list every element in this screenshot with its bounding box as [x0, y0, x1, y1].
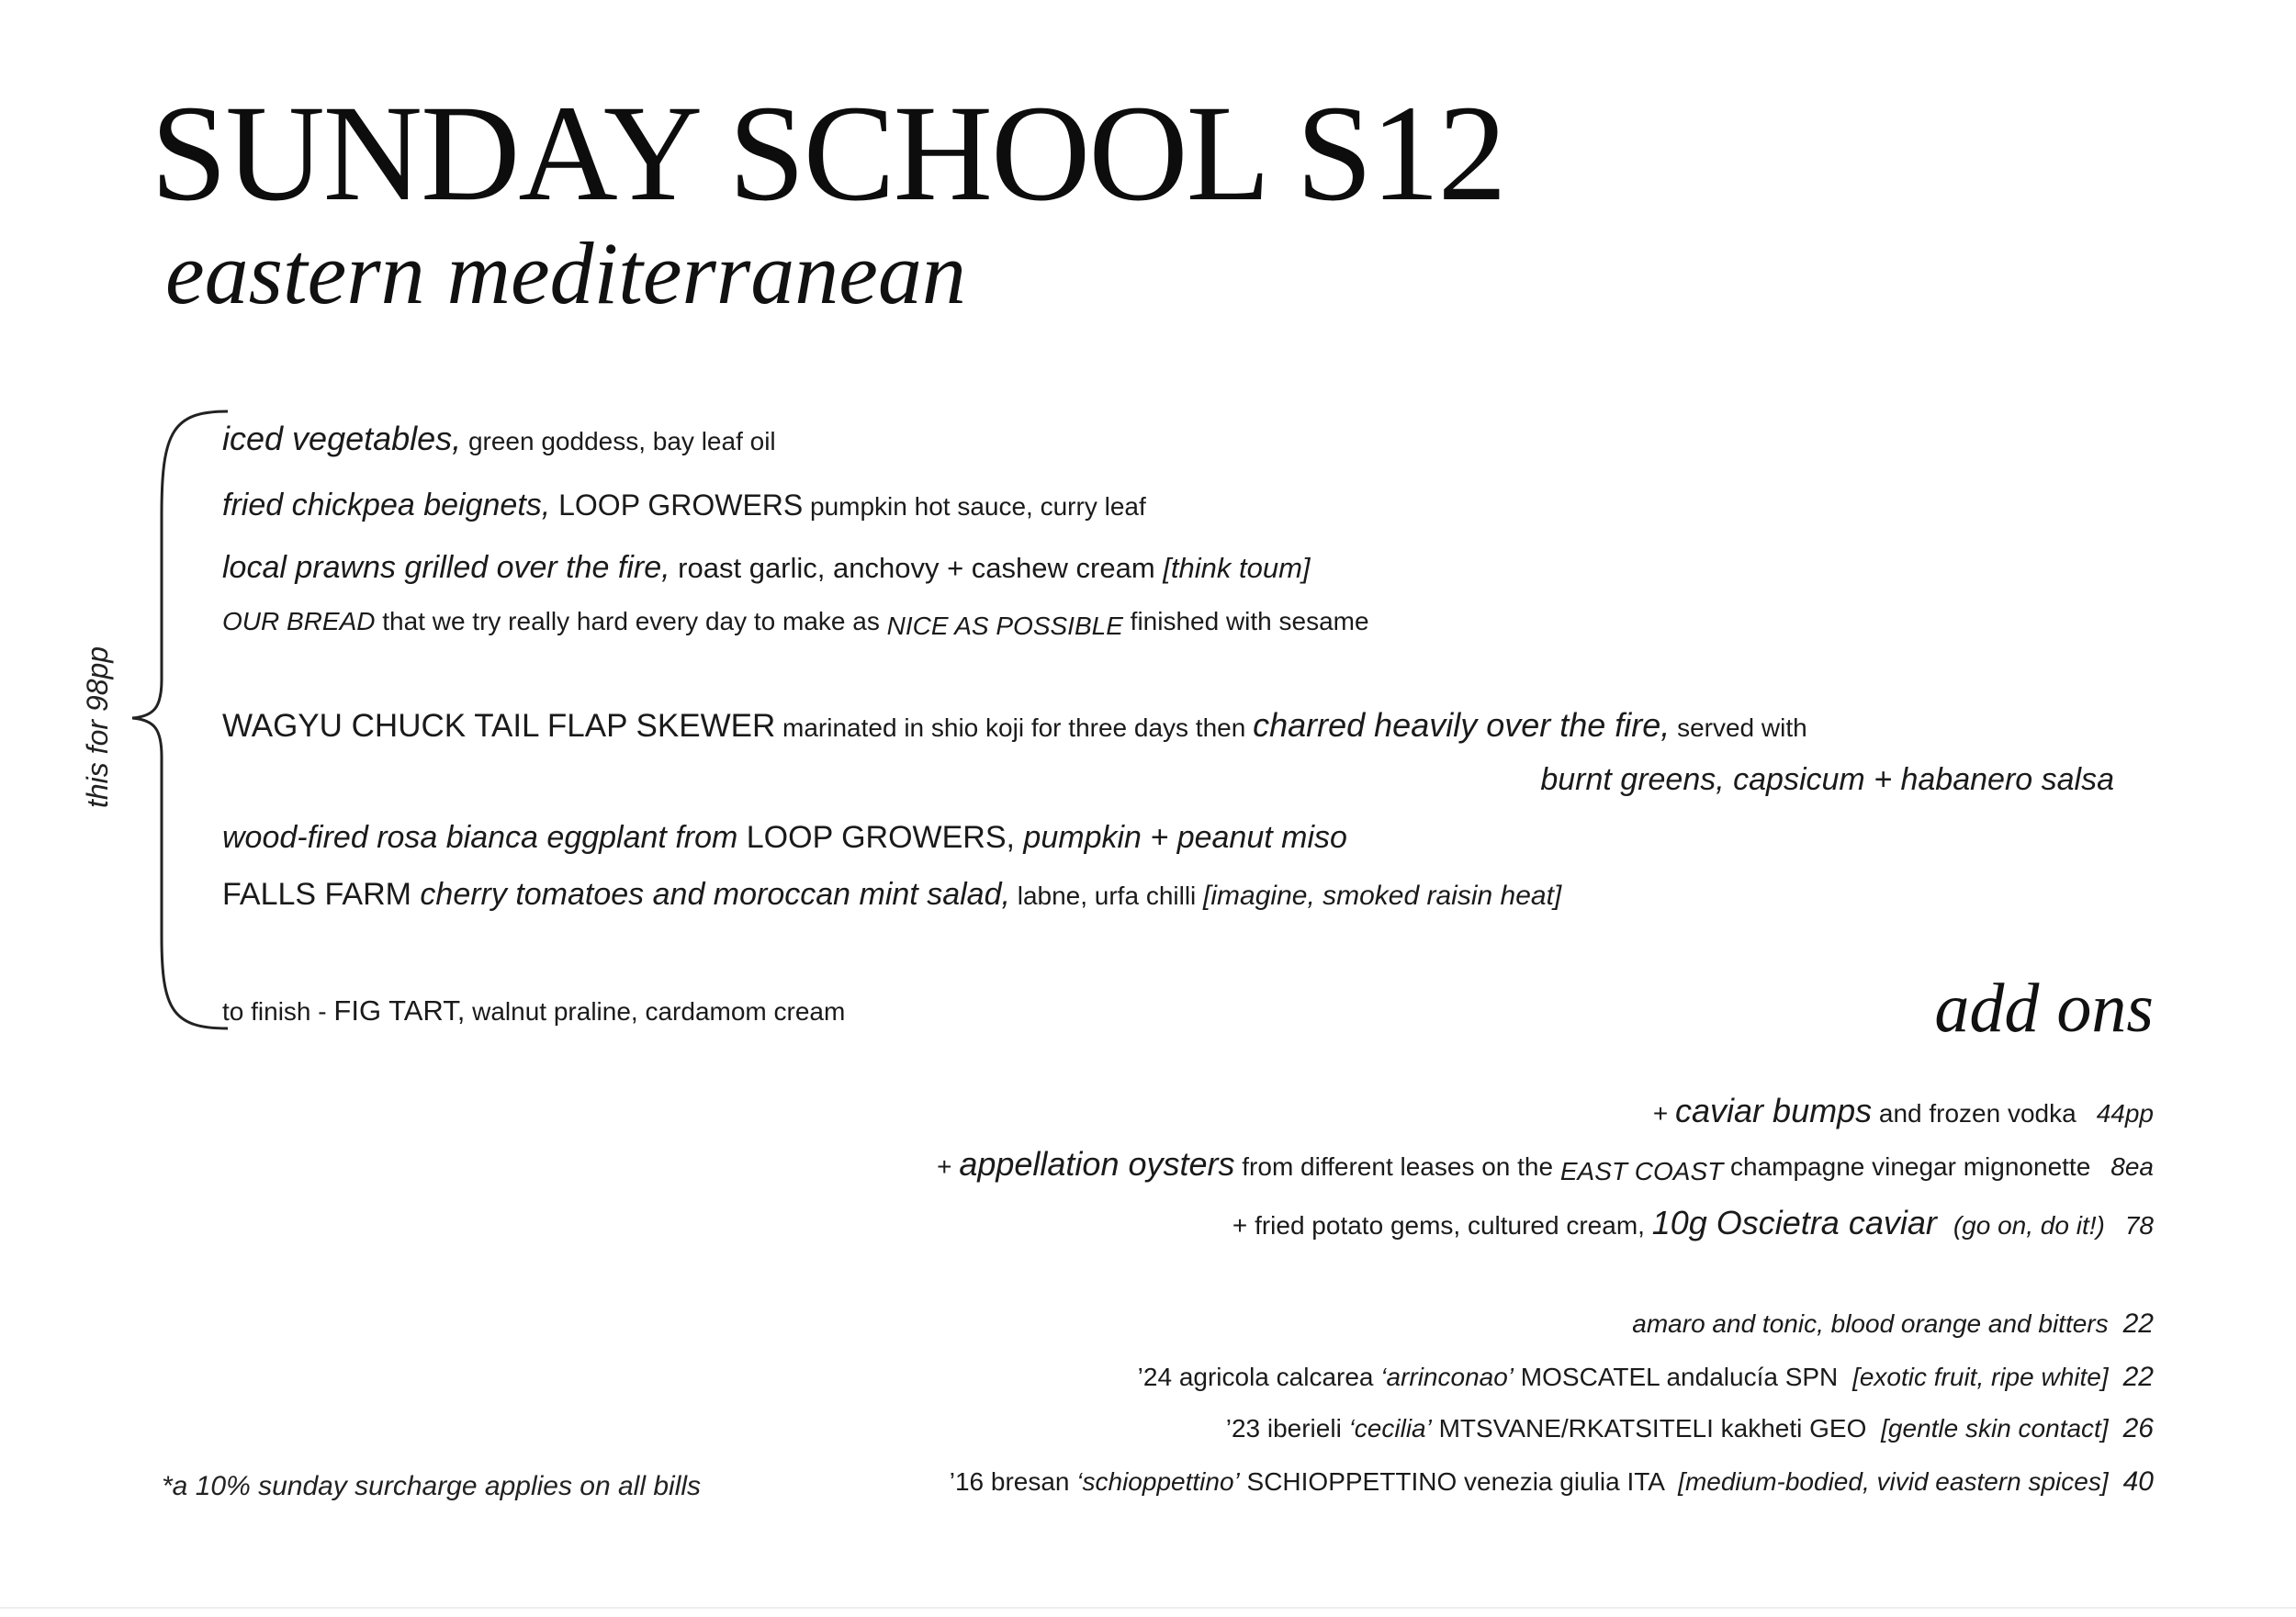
add-on-oysters: + appellation oysters from different leases on the EAST COAST champagne vinegar mignonette 8ea: [937, 1145, 2154, 1185]
menu-title: SUNDAY SCHOOL S12: [151, 77, 1505, 230]
menu-item-prawns: local prawns grilled over the fire, roast garlic, anchovy + cashew cream [think toum]: [222, 550, 1311, 585]
surcharge-note: *a 10% sunday surcharge applies on all bills: [162, 1471, 702, 1501]
add-ons-heading: add ons: [1934, 970, 2154, 1047]
menu-item-eggplant: wood-fired rosa bianca eggplant from LOOP GROWERS, pumpkin + peanut miso: [222, 820, 1347, 855]
drink-moscatel: ’24 agricola calcarea ‘arrinconao’ MOSCATEL andalucía SPN [exotic fruit, ripe white] 22: [1137, 1362, 2154, 1392]
set-menu-brace: [118, 404, 237, 1047]
add-on-potato-gems: + fried potato gems, cultured cream, 10g Oscietra caviar (go on, do it!) 78: [1232, 1204, 2154, 1241]
drink-amaro-tonic: amaro and tonic, blood orange and bitters 22: [1632, 1308, 2154, 1339]
menu-item-iced-vegetables: iced vegetables, green goddess, bay leaf oil: [222, 420, 776, 457]
menu-item-wagyu-skewer: WAGYU CHUCK TAIL FLAP SKEWER marinated in shio koji for three days then charred heavily over the fire, served with: [222, 706, 1807, 744]
menu-item-chickpea-beignets: fried chickpea beignets, LOOP GROWERS pumpkin hot sauce, curry leaf: [222, 488, 1146, 522]
add-on-caviar-bumps: + caviar bumps and frozen vodka 44pp: [1652, 1092, 2154, 1129]
page-bottom-rule: [0, 1607, 2296, 1609]
menu-item-wagyu-sides: burnt greens, capsicum + habanero salsa: [1540, 762, 2114, 797]
menu-subtitle: eastern mediterranean: [165, 224, 966, 322]
drink-mtsvane: ’23 iberieli ‘cecilia’ MTSVANE/RKATSITELI kakheti GEO [gentle skin contact] 26: [1225, 1413, 2154, 1443]
menu-item-tomato-salad: FALLS FARM cherry tomatoes and moroccan mint salad, labne, urfa chilli [imagine, smoked raisin heat]: [222, 877, 1562, 912]
menu-item-bread: OUR BREAD that we try really hard every day to make as NICE AS POSSIBLE finished with sesame: [222, 607, 1369, 640]
set-menu-price-label: this for 98pp: [81, 646, 114, 808]
drink-schioppettino: ’16 bresan ‘schioppettino’ SCHIOPPETTINO venezia giulia ITA [medium-bodied, vivid eastern spices] 40: [949, 1466, 2154, 1497]
menu-item-fig-tart: to finish - FIG TART, walnut praline, cardamom cream: [222, 994, 846, 1027]
